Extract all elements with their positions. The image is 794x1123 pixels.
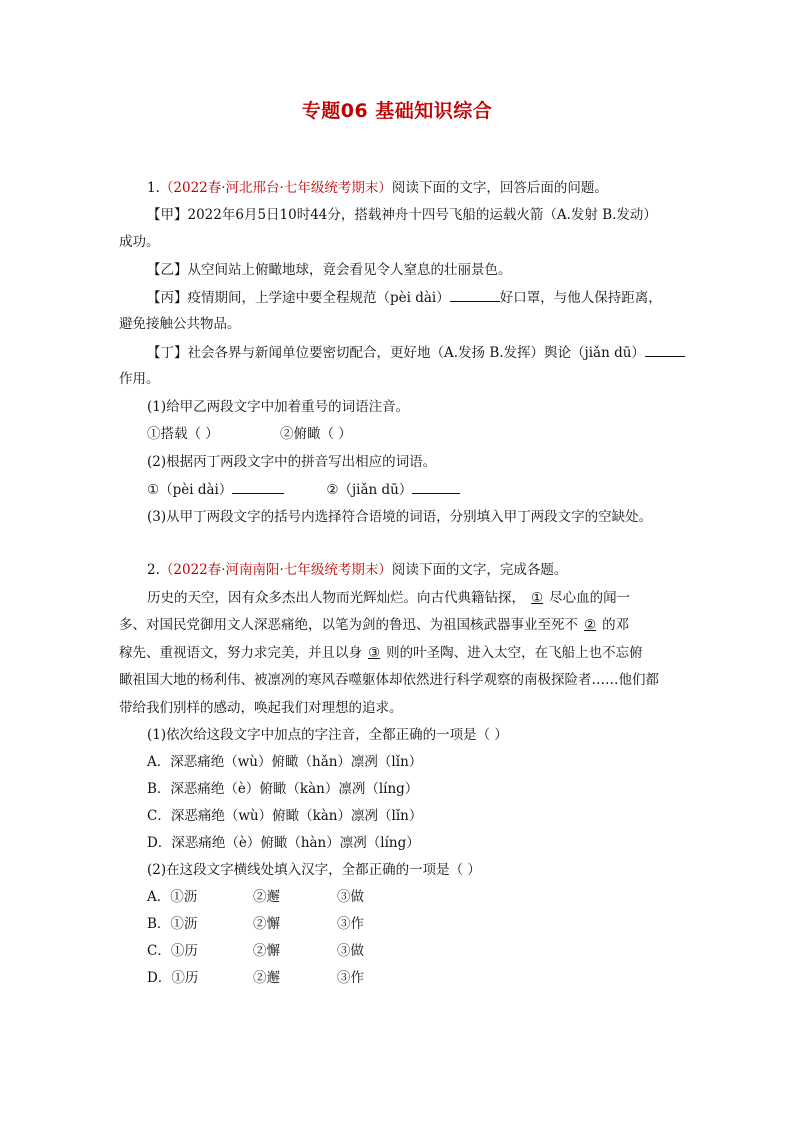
q2-source: （2022春·河南南阳·七年级统考期末） — [159, 562, 392, 578]
q1-sub2: (2)根据丙丁两段文字中的拼音写出相应的词语。 — [147, 454, 437, 470]
q2-para-line2 — [119, 615, 629, 635]
q1-ding-line1 — [147, 342, 685, 363]
q2-para-text: 则的叶圣陶、进入太空，在飞船上也不忘俯 — [386, 645, 643, 661]
q1-bing-line2: 避免接触公共物品。 — [119, 316, 241, 332]
q2-para-text: 稼先、重视语文，努力求完美，并且以身 — [119, 645, 362, 661]
q2-blank-3: ③ — [368, 645, 381, 661]
q1-bing-text-a: 【丙】疫情期间，上学途中要全程规范（pèi dài） — [147, 290, 450, 306]
q1-intro: 阅读下面的文字，回答后面的问题。 — [391, 180, 608, 196]
q2-sub2: (2)在这段文字横线处填入汉字，全都正确的一项是（ ） — [147, 862, 481, 878]
q1-sub1-b: ②俯瞰（ ） — [280, 426, 352, 442]
q2-intro: 阅读下面的文字，完成各题。 — [391, 562, 568, 578]
q2-header — [147, 560, 567, 580]
q1-bing-blank — [450, 287, 500, 302]
q1-jia-line1: 【甲】2022年6月5日10时44分，搭载神舟十四号飞船的运载火箭（A.发射 B.发动） — [147, 207, 657, 223]
q2-sub2-option-a: A．①沥 ②邂 ③做 — [147, 889, 364, 905]
q2-para-line4: 瞰祖国大地的杨利伟、被凛冽的寒风吞噬躯体却依然进行科学观察的南极探险者……他们都 — [119, 672, 659, 688]
q2-para-line3 — [119, 643, 643, 663]
page-title: 专题06 基础知识综合 — [301, 100, 493, 122]
q1-sub2-answers — [147, 479, 460, 500]
q2-para-text: 多、对国民党御用文人深恶痛绝，以笔为剑的鲁迅、为祖国核武器事业至死不 — [119, 617, 578, 633]
q2-para-text: 尽心血的闻一 — [549, 590, 631, 606]
q2-para-text: 的邓 — [602, 617, 630, 633]
q1-sub1-a: ①搭载（ ） — [147, 426, 219, 442]
q2-sub1-option-a: A．深恶痛绝（wù）俯瞰（hǎn）凛冽（lǐn） — [147, 754, 423, 770]
q2-para-line1 — [147, 588, 630, 608]
q1-ding-blank — [645, 342, 685, 357]
q1-ding-text: 【丁】社会各界与新闻单位要密切配合，更好地（A.发扬 B.发挥）舆论（jiǎn dū） — [147, 345, 645, 361]
q2-para-text: 历史的天空，因有众多杰出人物而光辉灿烂。向古代典籍钻探， — [147, 590, 525, 606]
q2-blank-2: ② — [584, 617, 597, 633]
q1-sub2-a: ①（pèi dài） — [147, 482, 233, 498]
q1-sub2-blank-a — [232, 479, 284, 494]
q2-sub2-option-c: C．①历 ②懈 ③做 — [147, 943, 364, 959]
q2-para-line5: 带给我们别样的感动，唤起我们对理想的追求。 — [119, 700, 403, 716]
q1-source: （2022春·河北邢台·七年级统考期末） — [159, 180, 392, 196]
q2-blank-1: ① — [531, 590, 544, 606]
q1-yi: 【乙】从空间站上俯瞰地球，竟会看见令人窒息的壮丽景色。 — [147, 262, 512, 278]
q1-bing-line1 — [147, 287, 662, 308]
q1-ding-line2: 作用。 — [119, 371, 160, 387]
q1-sub1: (1)给甲乙两段文字中加着重号的词语注音。 — [147, 399, 410, 415]
q1-sub3: (3)从甲丁两段文字的括号内选择符合语境的词语，分别填入甲丁两段文字的空缺处。 — [147, 509, 653, 525]
q1-sub1-answers — [147, 424, 352, 444]
q1-jia-line2: 成功。 — [119, 234, 160, 250]
q1-sub2-b: ②（jiǎn dū） — [326, 482, 413, 498]
q2-sub1-option-b: B．深恶痛绝（è）俯瞰（kàn）凛冽（líng） — [147, 781, 419, 797]
q1-sub2-blank-b — [412, 479, 460, 494]
q1-number: 1. — [147, 180, 160, 196]
q2-sub2-option-d: D．①历 ②邂 ③作 — [147, 970, 364, 986]
q2-sub1-option-c: C．深恶痛绝（wù）俯瞰（kàn）凛冽（lǐn） — [147, 808, 423, 824]
q1-bing-text-b: 好口罩，与他人保持距离， — [499, 290, 662, 306]
q2-sub2-option-b: B．①沥 ②懈 ③作 — [147, 916, 364, 932]
q1-header — [147, 178, 608, 198]
q2-sub1: (1)依次给这段文字中加点的字注音，全都正确的一项是（ ） — [147, 727, 508, 743]
q2-sub1-option-d: D．深恶痛绝（è）俯瞰（hàn）凛冽（líng） — [147, 835, 420, 851]
q2-number: 2. — [147, 562, 160, 578]
